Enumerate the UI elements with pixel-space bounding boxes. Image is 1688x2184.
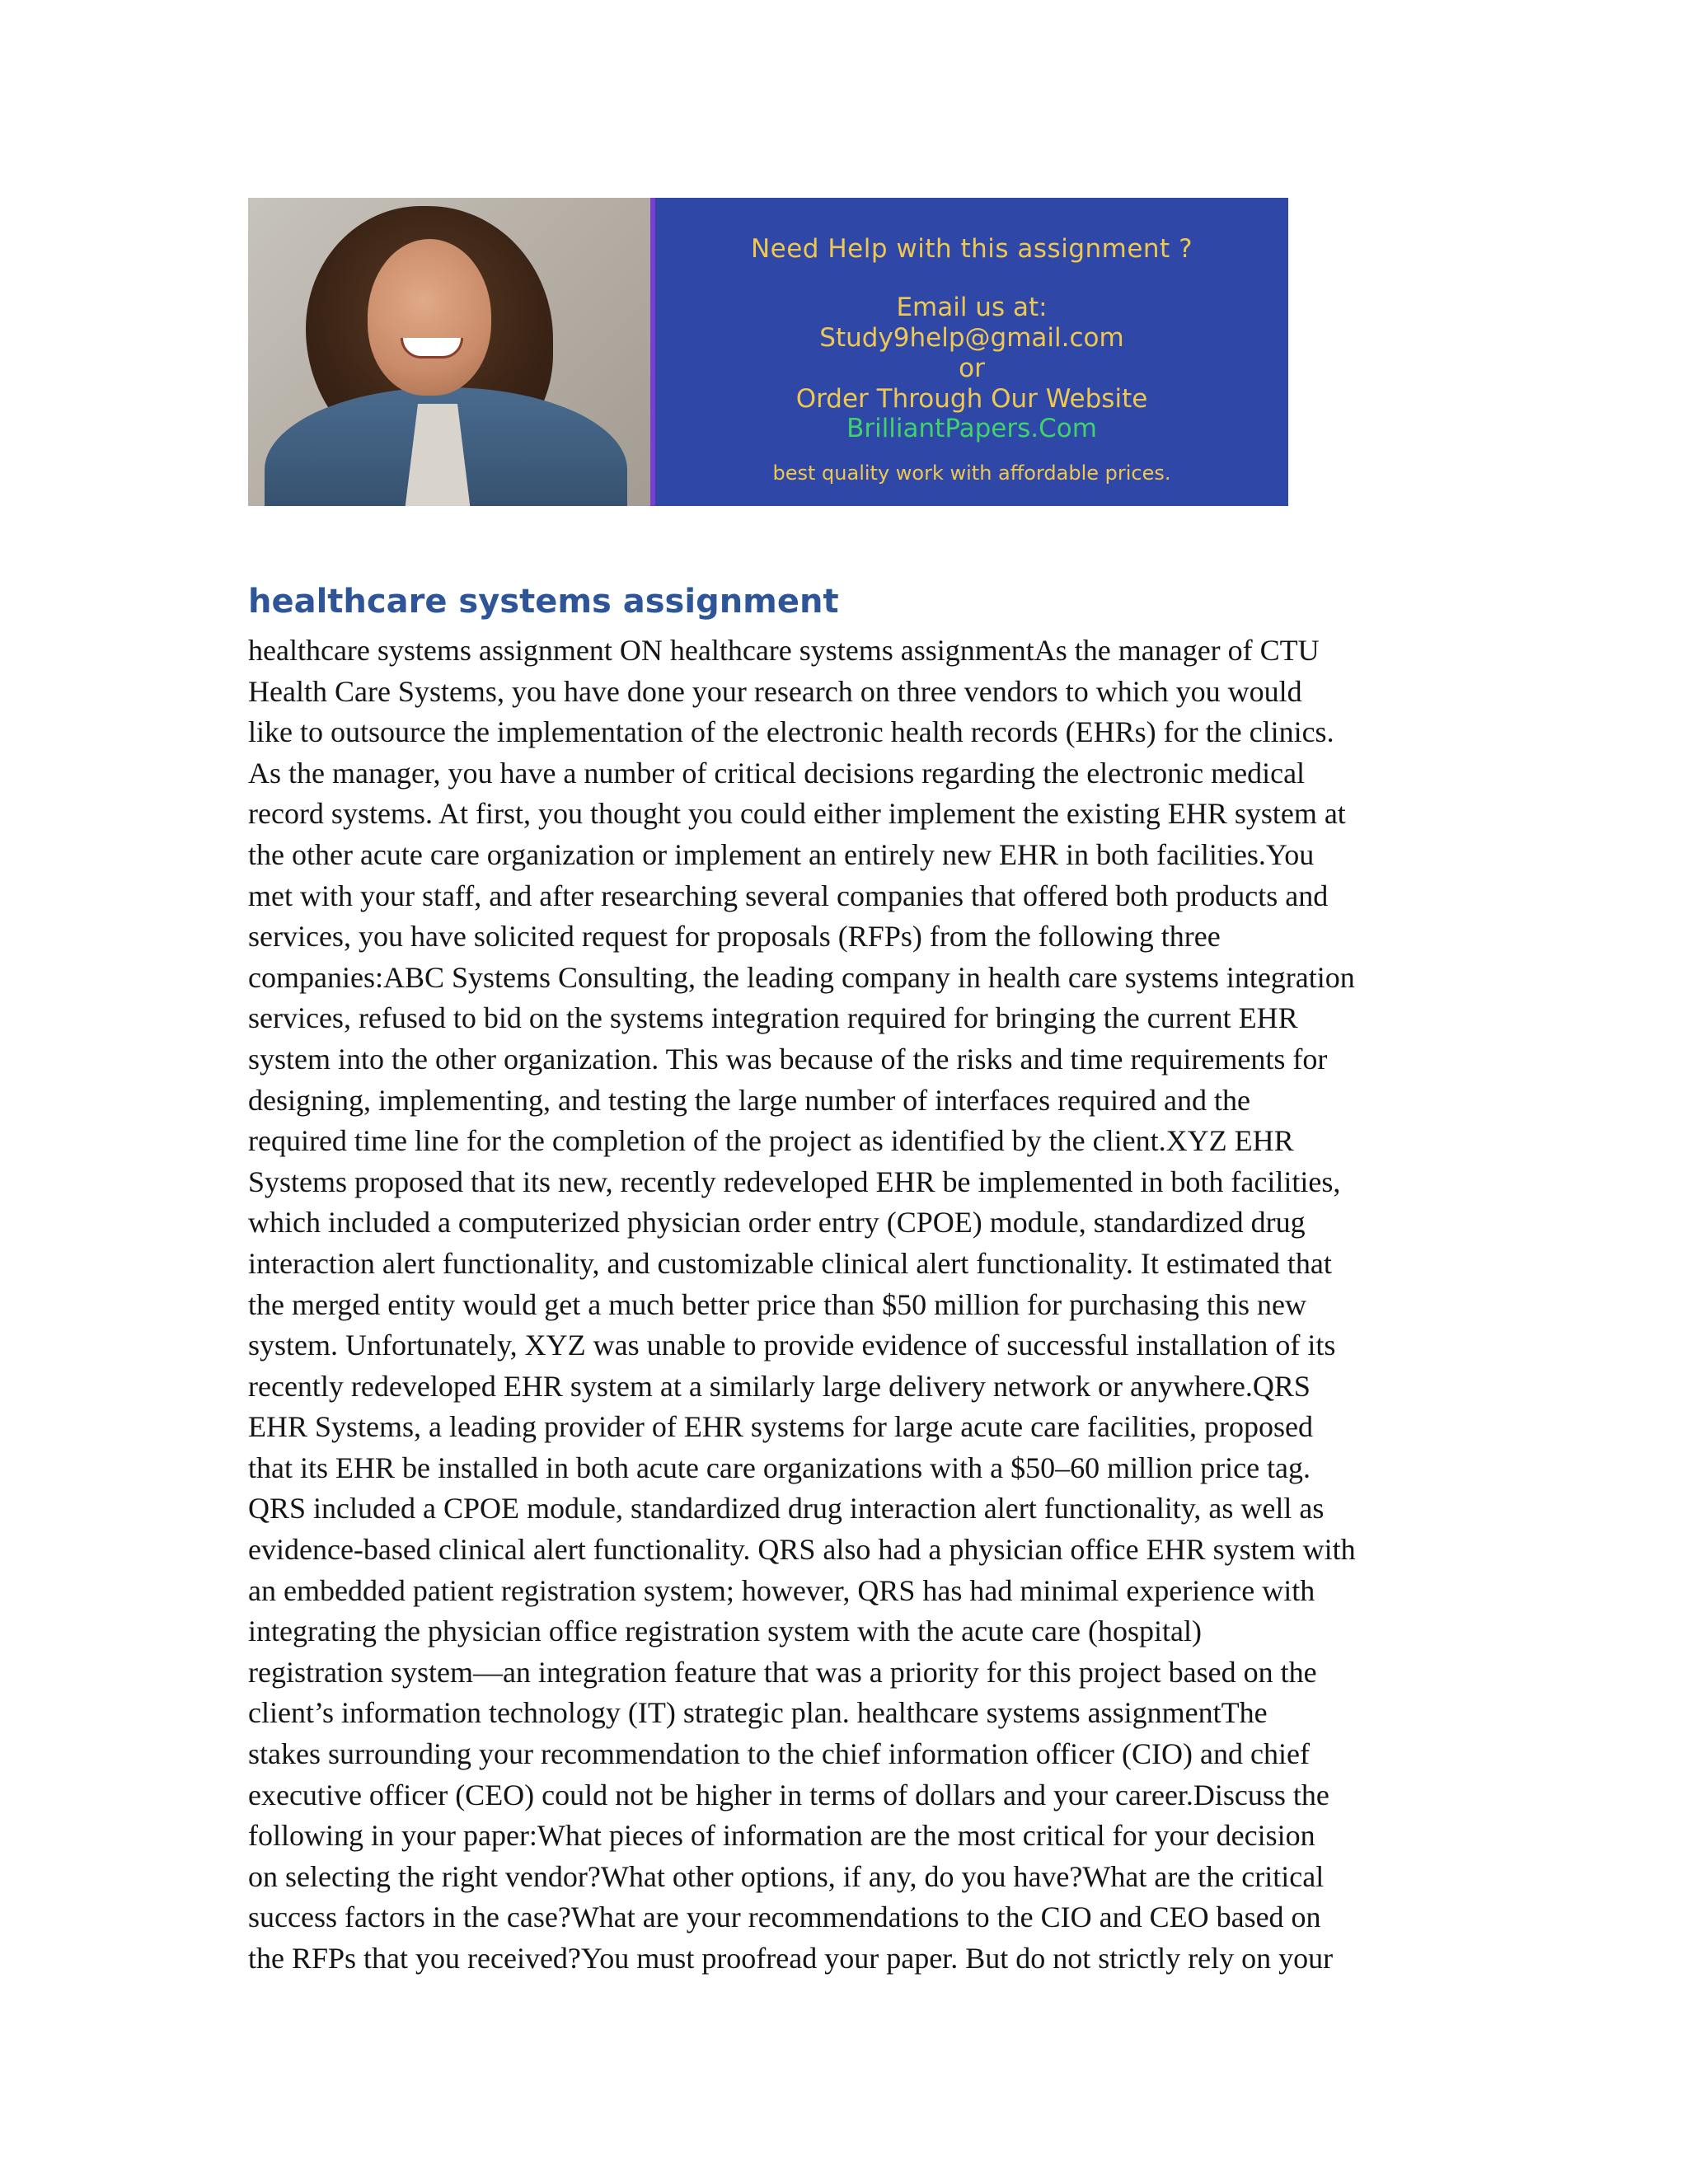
body-line: which included a computerized physician order entry (CPOE) module, standardized drug [248, 1206, 1306, 1240]
body-line: client’s information technology (IT) strategic plan. healthcare systems assignmentThe [248, 1696, 1268, 1730]
banner-website: BrilliantPapers.Com [846, 414, 1097, 443]
banner-order-line: Order Through Our Website [795, 384, 1148, 414]
body-line: companies:ABC Systems Consulting, the leading company in health care systems integration [248, 960, 1355, 994]
body-line: executive officer (CEO) could not be higher in terms of dollars and your career.Discuss the [248, 1778, 1329, 1811]
body-line: met with your staff, and after researching several companies that offered both products and [248, 879, 1329, 912]
body-line: required time line for the completion of the project as identified by the client.XYZ EHR [248, 1124, 1294, 1158]
banner-help-line: Need Help with this assignment ? [750, 234, 1193, 264]
body-line: the merged entity would get a much better price than $50 million for purchasing this new [248, 1287, 1307, 1321]
body-line: Health Care Systems, you have done your research on three vendors to which you would [248, 674, 1302, 708]
body-line: designing, implementing, and testing the large number of interfaces required and the [248, 1083, 1250, 1117]
banner-text-panel [655, 198, 1288, 506]
body-line: As the manager, you have a number of critical decisions regarding the electronic medical [248, 756, 1306, 790]
body-line: services, refused to bid on the systems integration required for bringing the current EHR [248, 1001, 1298, 1035]
document-heading: healthcare systems assignment [248, 583, 839, 621]
banner-tagline: best quality work with affordable prices. [772, 462, 1171, 485]
body-line: record systems. At first, you thought you could either implement the existing EHR system at [248, 797, 1346, 831]
banner-email: Study9help@gmail.com [819, 323, 1124, 353]
body-line: on selecting the right vendor?What other options, if any, do you have?What are the critical [248, 1859, 1325, 1893]
body-line: EHR Systems, a leading provider of EHR systems for large acute care facilities, proposed [248, 1410, 1313, 1444]
body-line: that its EHR be installed in both acute care organizations with a $50–60 million price tag. [248, 1451, 1311, 1484]
photo-face [368, 239, 491, 396]
body-line: recently redeveloped EHR system at a similarly large delivery network or anywhere.QRS [248, 1369, 1311, 1403]
body-line: following in your paper:What pieces of information are the most critical for your decision [248, 1819, 1315, 1853]
body-line: like to outsource the implementation of the electronic health records (EHRs) for the clinics. [248, 715, 1334, 749]
banner-email-label: Email us at: [896, 293, 1048, 322]
body-line: the RFPs that you received?You must proofread your paper. But do not strictly rely on your [248, 1942, 1334, 1975]
body-line: an embedded patient registration system; however, QRS has had minimal experience with [248, 1573, 1315, 1607]
banner-photo [248, 198, 650, 506]
body-line: services, you have solicited request for proposals (RFPs) from the following three [248, 920, 1221, 954]
body-line: success factors in the case?What are your recommendations to the CIO and CEO based on [248, 1900, 1321, 1934]
body-line: stakes surrounding your recommendation to the chief information officer (CIO) and chief [248, 1737, 1310, 1771]
body-line: Systems proposed that its new, recently redeveloped EHR be implemented in both facilities, [248, 1165, 1341, 1198]
body-line: registration system—an integration feature that was a priority for this project based on the [248, 1655, 1317, 1689]
advertisement-banner[interactable] [248, 198, 1288, 506]
banner-or: or [959, 354, 985, 383]
body-line: evidence-based clinical alert functionality. QRS also had a physician office EHR system with [248, 1533, 1356, 1567]
body-line: system into the other organization. This was because of the risks and time requirements for [248, 1042, 1328, 1076]
body-line: integrating the physician office registration system with the acute care (hospital) [248, 1615, 1202, 1648]
body-line: healthcare systems assignment ON healthcare systems assignmentAs the manager of CTU [248, 634, 1320, 667]
document-body [248, 630, 1356, 1980]
body-line: interaction alert functionality, and customizable clinical alert functionality. It estimated that [248, 1246, 1332, 1280]
body-line: QRS included a CPOE module, standardized drug interaction alert functionality, as well as [248, 1492, 1325, 1526]
body-line: system. Unfortunately, XYZ was unable to provide evidence of successful installation of its [248, 1329, 1336, 1362]
body-line: the other acute care organization or implement an entirely new EHR in both facilities.You [248, 837, 1315, 871]
